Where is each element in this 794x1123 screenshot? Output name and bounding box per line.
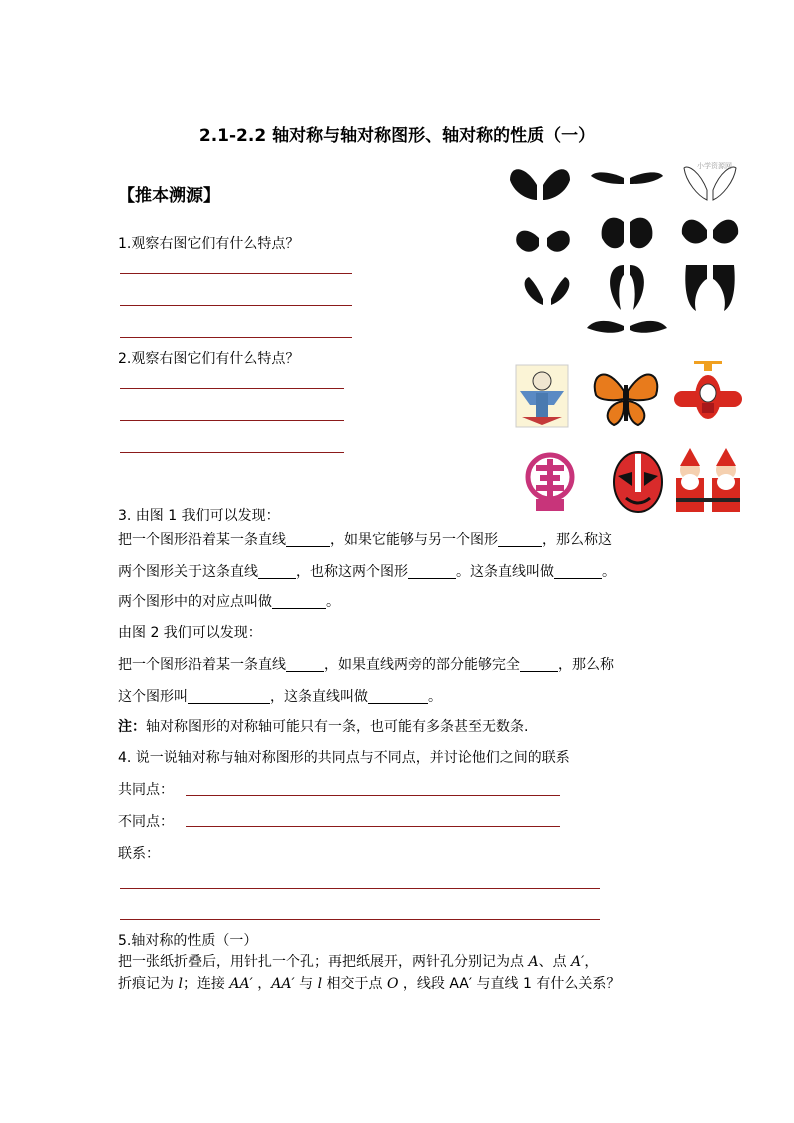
question-1: 1.观察右图它们有什么特点？: [118, 236, 300, 252]
note-label: 注：: [118, 719, 146, 735]
text: 。: [602, 564, 616, 580]
question-3-line-4: [118, 654, 614, 674]
line-l: l: [317, 976, 323, 992]
text: 把一个图形沿着某一条直线: [118, 657, 286, 673]
text: 这个图形叫: [118, 689, 188, 705]
link-label: 联系：: [118, 846, 160, 862]
answer-line[interactable]: [120, 305, 352, 306]
text: 把一个图形沿着某一条直线: [118, 532, 286, 548]
fill-blank[interactable]: [286, 532, 330, 547]
point-o: O: [386, 976, 399, 992]
page-title: 2.1-2.2 轴对称与轴对称图形、轴对称的性质（一）: [198, 126, 596, 146]
answer-line[interactable]: [120, 337, 352, 338]
fill-blank[interactable]: [554, 564, 602, 579]
wing-pair-icon: [602, 218, 653, 249]
fill-blank[interactable]: [258, 564, 296, 579]
wing-pair-icon: [685, 265, 734, 311]
fill-blank[interactable]: [408, 564, 456, 579]
fill-blank[interactable]: [188, 689, 270, 704]
text: 两个图形关于这条直线: [118, 564, 258, 580]
double-happiness-icon: [528, 455, 572, 511]
fill-blank[interactable]: [272, 594, 326, 609]
text: 折痕记为: [118, 976, 179, 992]
fill-blank[interactable]: [368, 689, 428, 704]
line-l: l: [178, 976, 183, 992]
segment-aa: AA′: [229, 976, 253, 992]
point-a-prime: A′: [571, 954, 585, 970]
answer-line[interactable]: [120, 919, 600, 920]
question-3-heading-2: 由图 2 我们可以发现：: [118, 625, 262, 641]
section-heading: 【推本溯源】: [118, 186, 220, 206]
santa-pair-icon: [676, 448, 740, 512]
answer-line[interactable]: [186, 795, 560, 796]
point-a: A: [528, 954, 539, 970]
text: 两个图形中的对应点叫做: [118, 594, 272, 610]
text: ，如果它能够与另一个图形: [330, 532, 498, 548]
answer-line[interactable]: [120, 452, 344, 453]
text: 。: [428, 689, 442, 705]
question-5-heading: 5.轴对称的性质（一）: [118, 933, 258, 949]
question-5-line-1: [118, 951, 598, 971]
answer-line[interactable]: [120, 273, 352, 274]
text: 把一张纸折叠后，用针扎一个孔；再把纸展开，两针孔分别记为点: [118, 954, 529, 970]
fill-blank[interactable]: [498, 532, 542, 547]
wing-pair-icon: [510, 169, 570, 200]
note-text: 轴对称图形的对称轴可能只有一条，也可能有多条甚至无数条.: [146, 719, 529, 735]
question-3-line-1: [118, 529, 612, 549]
difference-label: 不同点：: [118, 814, 174, 830]
text: 。这条直线叫做: [456, 564, 554, 580]
question-3-heading: 3. 由图 1 我们可以发现：: [118, 508, 280, 524]
wing-pair-icon: [525, 277, 570, 305]
wing-pair-icon: [516, 231, 570, 252]
question-2: 2.观察右图它们有什么特点？: [118, 351, 300, 367]
question-3-line-2: [118, 561, 616, 581]
text: ，线段 AA′ 与直线 1 有什么关系？: [398, 976, 621, 992]
text: ，: [252, 976, 272, 992]
toy-plane-icon: [674, 361, 742, 419]
question-5-line-2: [118, 973, 620, 993]
text: ，: [584, 954, 599, 970]
text: 相交于点: [322, 976, 387, 992]
text: ；连接: [182, 976, 230, 992]
text: ，那么称这: [542, 532, 612, 548]
text: ，如果直线两旁的部分能够完全: [324, 657, 520, 673]
wing-pair-icon: [610, 265, 644, 310]
wing-pair-icon: [682, 220, 738, 244]
question-3-line-3: [118, 591, 340, 611]
fill-blank[interactable]: [286, 657, 324, 672]
question-4-heading: 4. 说一说轴对称与轴对称图形的共同点与不同点，并讨论他们之间的联系: [118, 750, 570, 766]
symmetric-pictures-figure: [512, 360, 757, 520]
answer-line[interactable]: [120, 888, 600, 889]
answer-line[interactable]: [120, 420, 344, 421]
common-label: 共同点：: [118, 782, 174, 798]
text: 、点: [538, 954, 572, 970]
wing-pair-icon: [587, 321, 667, 333]
text: ，也称这两个图形: [296, 564, 408, 580]
wing-pair-icon: [684, 167, 736, 200]
text: 与: [294, 976, 318, 992]
kite-icon: [516, 365, 568, 427]
answer-line[interactable]: [120, 388, 344, 389]
segment-aa: AA′: [271, 976, 295, 992]
answer-line[interactable]: [186, 826, 560, 827]
opera-mask-icon: [614, 452, 662, 512]
text: 。: [326, 594, 340, 610]
butterfly-icon: [595, 375, 658, 425]
fill-blank[interactable]: [520, 657, 558, 672]
text: ，这条直线叫做: [270, 689, 368, 705]
wing-pair-icon: [591, 172, 663, 184]
text: ，那么称: [558, 657, 614, 673]
note: [118, 716, 528, 736]
wings-figure: [505, 160, 755, 340]
question-3-line-5: [118, 686, 442, 706]
watermark-text: 小学资源网: [697, 162, 732, 170]
